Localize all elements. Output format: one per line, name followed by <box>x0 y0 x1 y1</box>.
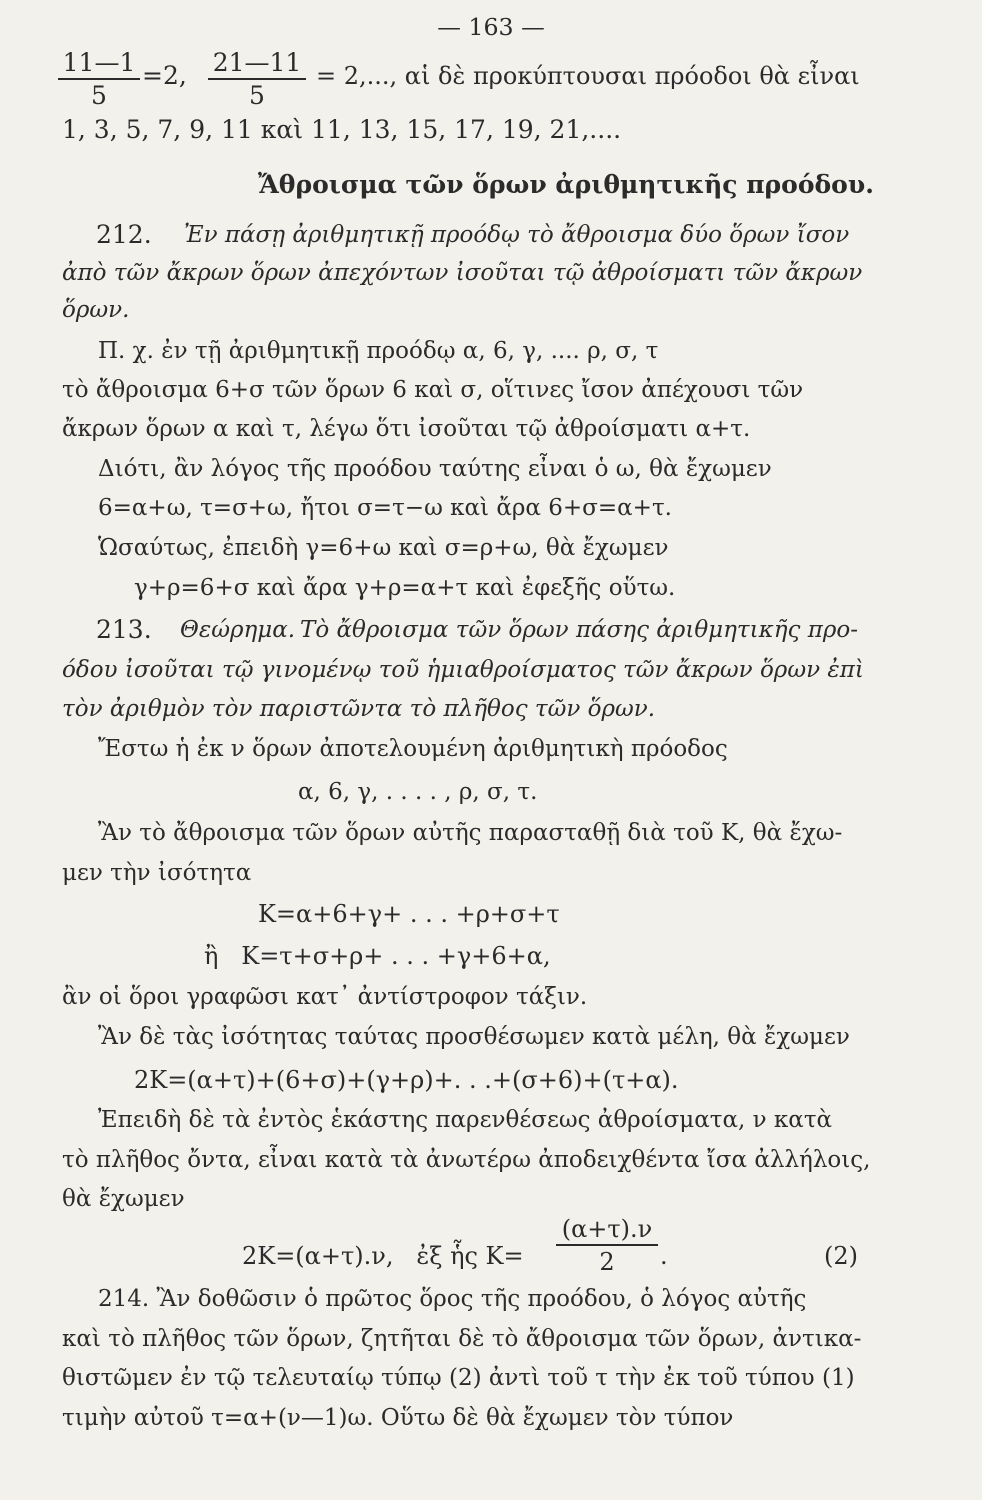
paragraph-214-line-3: θιστῶμεν ἐν τῷ τελευταίῳ τύπῳ (2) ἀντὶ τοῦ τ τὴν ἐκ τοῦ τύπου (1) <box>62 1365 855 1392</box>
fraction-1-numerator: 11—1 <box>58 49 140 80</box>
formula-2-dot: . <box>660 1241 668 1270</box>
paragraph-213-line-4: Ἔστω ἡ ἐκ ν ὅρων ἀποτελουμένη ἀριθμητικὴ πρόοδος <box>98 736 728 763</box>
formula-2-numerator: (α+τ).ν <box>556 1215 658 1246</box>
paragraph-214-line-4: τιμὴν αὐτοῦ τ=α+(ν—1)ω. Οὕτω δὲ θὰ ἔχωμεν τὸν τύπον <box>62 1405 734 1431</box>
formula-2-fraction <box>556 1215 658 1276</box>
page-number: — 163 — <box>437 12 545 41</box>
intro-sequence: 1, 3, 5, 7, 9, 11 καὶ 11, 13, 15, 17, 19, 21,.... <box>62 115 622 145</box>
paragraph-213-line-6: Ἂν τὸ ἄθροισμα τῶν ὅρων αὐτῆς παρασταθῇ διὰ τοῦ Κ, θὰ ἔχω- <box>98 820 843 847</box>
paragraph-212-number: 212. <box>96 220 152 250</box>
equation-sum-forward: Κ=α+6+γ+ . . . +ρ+σ+τ <box>258 900 560 929</box>
paragraph-213-line-7: μεν τὴν ἰσότητα <box>62 859 252 886</box>
paragraph-212-line-2: ἀπὸ τῶν ἄκρων ὅρων ἀπεχόντων ἰσοῦται τῷ ἀθροίσματι τῶν ἄκρων <box>62 260 863 287</box>
paragraph-213-line-2: όδου ἰσοῦται τῷ γινομένῳ τοῦ ἡμιαθροίσματος τῶν ἄκρων ὅρων ἐπὶ <box>62 656 864 683</box>
paragraph-212-line-6: ἄκρων ὅρων α καὶ τ, λέγω ὅτι ἰσοῦται τῷ ἀθροίσματι α+τ. <box>62 415 751 442</box>
paragraph-213-line-14: τὸ πλῆθος ὄντα, εἶναι κατὰ τὰ ἀνωτέρω ἀποδειχθέντα ἴσα ἀλλήλοις, <box>62 1146 871 1173</box>
equals-1: =2, <box>142 60 187 90</box>
fraction-2-numerator: 21—11 <box>208 49 306 80</box>
formula-2-denominator: 2 <box>599 1247 615 1276</box>
paragraph-212-line-9: Ὡσαύτως, ἐπειδὴ γ=6+ω καὶ σ=ρ+ω, θὰ ἔχωμεν <box>98 534 669 561</box>
paragraph-212-line-1: Ἐν πάσῃ ἀριθμητικῇ προόδῳ τὸ ἄθροισμα δύο ὅρων ἴσον <box>184 222 850 249</box>
theorem-label: Θεώρημα. <box>180 617 296 644</box>
paragraph-213-line-11: Ἂν δὲ τὰς ἰσότητας ταύτας προσθέσωμεν κατὰ μέλη, θὰ ἔχωμεν <box>98 1023 850 1050</box>
paragraph-212-line-3: ὅρων. <box>62 296 130 323</box>
fraction-2 <box>208 49 306 110</box>
paragraph-212-line-4: Π. χ. ἐν τῇ ἀριθμητικῇ προόδῳ α, 6, γ, .... ρ, σ, τ <box>98 337 659 364</box>
paragraph-213-line-10: ἂν οἱ ὅροι γραφῶσι κατ᾿ ἀντίστροφον τάξιν. <box>62 984 588 1011</box>
equation-sum-reverse: ἢ Κ=τ+σ+ρ+ . . . +γ+6+α, <box>204 941 551 970</box>
paragraph-213-line-13: Ἐπειδὴ δὲ τὰ ἐντὸς ἑκάστης παρενθέσεως ἀθροίσματα, ν κατὰ <box>98 1106 833 1133</box>
paragraph-213-line-15: θὰ ἔχωμεν <box>62 1186 185 1213</box>
paragraph-212-line-8: 6=α+ω, τ=σ+ω, ἤτοι σ=τ−ω καὶ ἄρα 6+σ=α+τ. <box>98 495 672 522</box>
fraction-1 <box>58 49 140 110</box>
paragraph-213-line-1: Τὸ ἄθροισμα τῶν ὅρων πάσης ἀριθμητικῆς προ- <box>300 617 858 644</box>
section-heading: Ἄθροισμα τῶν ὅρων ἀριθμητικῆς προόδου. <box>258 170 874 200</box>
fraction-2-denominator: 5 <box>249 80 265 110</box>
paragraph-212-line-5: τὸ ἄθροισμα 6+σ τῶν ὅρων 6 καὶ σ, οἵτινες ἴσον ἀπέχουσι τῶν <box>62 377 804 404</box>
paragraph-213-line-3: τὸν ἀριθμὸν τὸν παριστῶντα τὸ πλῆθος τῶν ὅρων. <box>62 696 656 723</box>
paragraph-214-line-1: 214. Ἂν δοθῶσιν ὁ πρῶτος ὅρος τῆς προόδου, ὁ λόγος αὐτῆς <box>98 1285 807 1312</box>
formula-2-left: 2Κ=(α+τ).ν, ἐξ ἧς Κ= <box>242 1241 524 1270</box>
fraction-1-denominator: 5 <box>91 80 107 110</box>
progression-terms: α, 6, γ, . . . . , ρ, σ, τ. <box>298 778 538 805</box>
formula-2-reference: (2) <box>824 1241 858 1270</box>
paragraph-213-number: 213. <box>96 615 152 645</box>
intro-text: = 2,..., αἱ δὲ προκύπτουσαι πρόοδοι θὰ εἶναι <box>316 61 860 90</box>
equation-double-sum: 2Κ=(α+τ)+(6+σ)+(γ+ρ)+. . .+(σ+6)+(τ+α). <box>134 1066 679 1095</box>
paragraph-214-line-2: καὶ τὸ πλῆθος τῶν ὅρων, ζητῆται δὲ τὸ ἄθροισμα τῶν ὅρων, ἀντικα- <box>62 1325 862 1352</box>
paragraph-212-line-7: Διότι, ἂν λόγος τῆς προόδου ταύτης εἶναι ὁ ω, θὰ ἔχωμεν <box>98 455 772 482</box>
paragraph-212-line-10: γ+ρ=6+σ καὶ ἄρα γ+ρ=α+τ καὶ ἐφεξῆς οὕτω. <box>134 574 676 601</box>
